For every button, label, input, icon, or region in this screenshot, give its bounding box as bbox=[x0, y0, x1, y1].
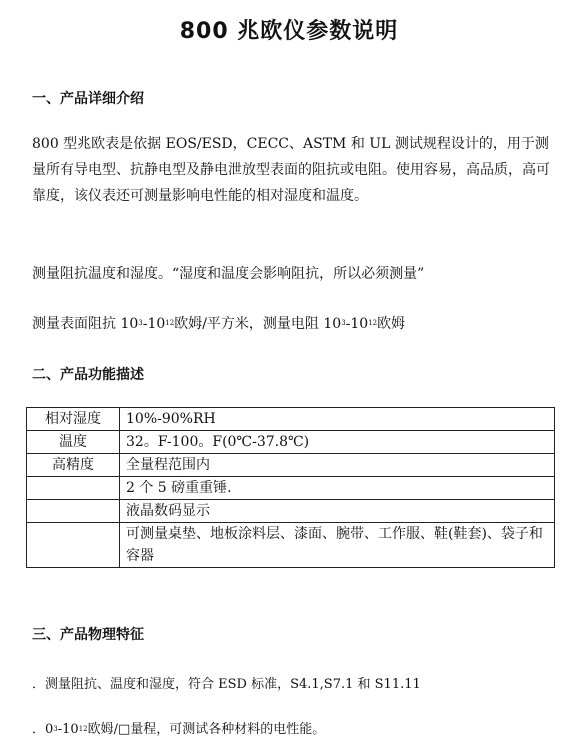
spec-key bbox=[27, 500, 120, 523]
section-heading-physical-features: 三、产品物理特征 bbox=[32, 627, 144, 643]
spec-key: 相对湿度 bbox=[27, 408, 120, 431]
text-part: 欧姆 bbox=[377, 316, 406, 332]
feature-bullet-range bbox=[32, 720, 562, 740]
exponent: 3 bbox=[341, 319, 346, 327]
table-row bbox=[27, 523, 555, 568]
spec-value: 32。F-100。F(0℃-37.8℃) bbox=[120, 431, 555, 454]
text-part: 欧姆/平方米，测量电阻 10 bbox=[174, 316, 342, 332]
humidity-note: 测量阻抗温度和湿度。“湿度和温度会影响阻抗，所以必须测量” bbox=[32, 266, 425, 282]
spec-value: 10%-90%RH bbox=[120, 408, 555, 431]
text-part: 测量表面阻抗 10 bbox=[32, 316, 139, 332]
text-part: ．0 bbox=[32, 722, 54, 737]
table-row bbox=[27, 477, 555, 500]
spec-key: 高精度 bbox=[27, 454, 120, 477]
feature-bullet-standards: ．测量阻抗、温度和湿度，符合 ESD 标准，S4.1,S7.1 和 S11.11 bbox=[32, 677, 421, 692]
spec-value: 全量程范围内 bbox=[120, 454, 555, 477]
text-part: -10 bbox=[345, 316, 369, 332]
spec-value: 可测量桌垫、地板涂料层、漆面、腕带、工作服、鞋(鞋套)、袋子和容器 bbox=[120, 523, 555, 568]
spec-table bbox=[26, 407, 555, 568]
exponent: 12 bbox=[78, 725, 88, 733]
spec-key bbox=[27, 477, 120, 500]
page-title: 800 兆欧仪参数说明 bbox=[179, 19, 399, 44]
text-part: -10 bbox=[142, 316, 166, 332]
intro-paragraph: 800 型兆欧表是依据 EOS/ESD，CECC、ASTM 和 UL 测试规程设计的，用于测量所有导电型、抗静电型及静电泄放型表面的阻抗或电阻。使用容易，高品质，高可靠度，该仪表还可测量影响电性能的相对湿度和温度。 bbox=[32, 136, 550, 204]
spec-value: 2 个 5 磅重重锤. bbox=[120, 477, 555, 500]
exponent: 3 bbox=[53, 725, 58, 733]
exponent: 12 bbox=[368, 319, 378, 327]
table-row bbox=[27, 454, 555, 477]
spec-value: 液晶数码显示 bbox=[120, 500, 555, 523]
exponent: 12 bbox=[165, 319, 175, 327]
exponent: 3 bbox=[138, 319, 143, 327]
table-row bbox=[27, 408, 555, 431]
table-row bbox=[27, 431, 555, 454]
text-part: -10 bbox=[57, 722, 79, 737]
spec-key: 温度 bbox=[27, 431, 120, 454]
section-heading-product-details: 一、产品详细介绍 bbox=[32, 91, 144, 107]
text-part: 欧姆/□量程，可测试各种材料的电性能。 bbox=[87, 722, 326, 737]
section-heading-functions: 二、产品功能描述 bbox=[32, 367, 144, 383]
measurement-range-text bbox=[32, 311, 552, 337]
spec-key bbox=[27, 523, 120, 568]
table-row bbox=[27, 500, 555, 523]
